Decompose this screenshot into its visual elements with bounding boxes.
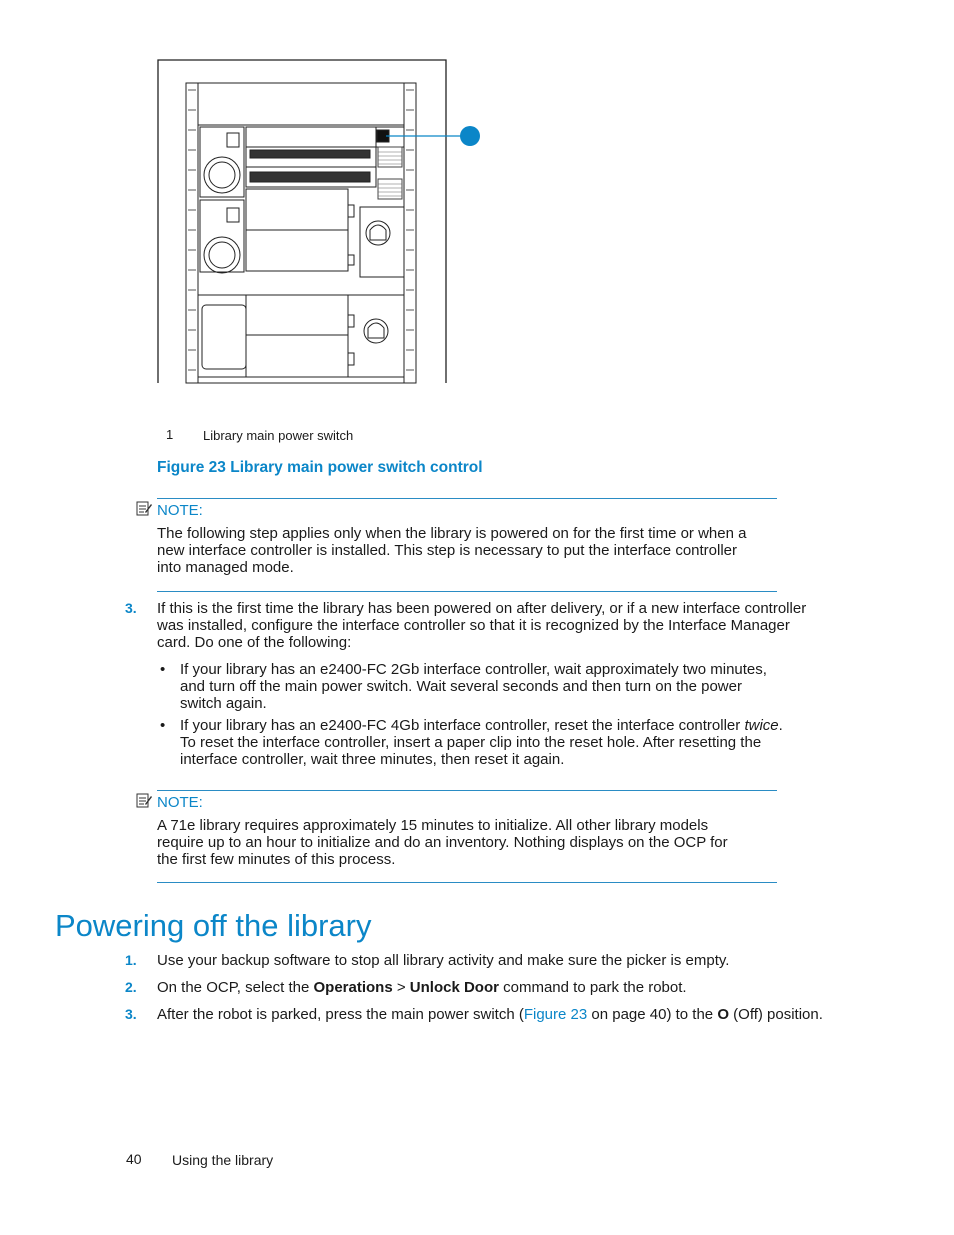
note1-body [157, 525, 777, 576]
bullet-item [180, 717, 820, 768]
note2-line: A 71e library requires approximately 15 minutes to initialize. All other library models [157, 817, 709, 834]
menu-unlock-door: Unlock Door [409, 979, 499, 996]
step3-line: card. Do one of the following: [157, 634, 352, 651]
note1-line: The following step applies only when the library is powered on for the first time or when a [157, 525, 747, 542]
bullet-mark: • [160, 661, 166, 678]
step-text-part: on page 40) to the [587, 1006, 718, 1023]
figure-caption [157, 459, 483, 477]
callout-number: 1 [166, 427, 174, 442]
bullet-text: . [778, 717, 783, 734]
note1-top-rule [157, 498, 777, 499]
bullet-line: To reset the interface controller, insert a paper clip into the reset hole. After resetting the [180, 734, 762, 751]
step-text-part: > [392, 979, 410, 996]
step-text [157, 1006, 823, 1023]
note-icon [136, 792, 153, 809]
step-text-part: On the OCP, select the [157, 979, 314, 996]
note2-line: require up to an hour to initialize and do an inventory. Nothing displays on the OCP for [157, 834, 728, 851]
emphasis-text: twice [744, 717, 779, 734]
step3-body [157, 600, 847, 651]
callout-label: Library main power switch [203, 428, 354, 443]
menu-operations: Operations [313, 979, 393, 996]
section-title: Powering off the library [55, 908, 372, 943]
bullet-item [180, 661, 820, 712]
library-illustration [150, 55, 490, 390]
figure-link[interactable]: Figure 23 [523, 1006, 588, 1023]
step-number: 3. [125, 600, 137, 616]
note2-bottom-rule [157, 882, 777, 883]
step-text-part: After the robot is parked, press the main power switch ( [157, 1006, 524, 1023]
note2-top-rule [157, 790, 777, 791]
figure-caption-title: Library main power switch control [230, 459, 483, 476]
callout-marker-icon [460, 126, 480, 146]
step-number: 2. [125, 979, 137, 995]
step3-line: was installed, configure the interface controller so that it is recognized by the Interface Manager [157, 617, 790, 634]
note1-heading: NOTE: [157, 502, 203, 519]
bullet-text: If your library has an e2400-FC 4Gb interface controller, reset the interface controller [180, 717, 745, 734]
bullet-line-first [180, 717, 820, 734]
step-number: 1. [125, 952, 137, 968]
step-number: 3. [125, 1006, 137, 1022]
bullet-mark: • [160, 717, 166, 734]
page-number: 40 [126, 1151, 142, 1167]
note1-line: into managed mode. [157, 559, 294, 576]
note2-body [157, 817, 777, 868]
note2-heading: NOTE: [157, 794, 203, 811]
note1-bottom-rule [157, 591, 777, 592]
bullet-line: and turn off the main power switch. Wait several seconds and then turn on the power [180, 678, 742, 695]
bullet-line: interface controller, wait three minutes, then reset it again. [180, 751, 565, 768]
off-symbol: O [717, 1006, 729, 1023]
step-text: Use your backup software to stop all library activity and make sure the picker is empty. [157, 952, 730, 969]
figure-caption-prefix: Figure 23 [157, 459, 226, 476]
step-text [157, 979, 687, 996]
step3-line: If this is the first time the library has been powered on after delivery, or if a new interface controller [157, 600, 807, 617]
figure-23 [150, 55, 490, 390]
step-text-part: command to park the robot. [498, 979, 687, 996]
note1-line: new interface controller is installed. This step is necessary to put the interface controller [157, 542, 738, 559]
step-text-part: (Off) position. [728, 1006, 823, 1023]
bullet-line: If your library has an e2400-FC 2Gb interface controller, wait approximately two minutes, [180, 661, 767, 678]
note-icon [136, 500, 153, 517]
note2-line: the first few minutes of this process. [157, 851, 396, 868]
bullet-line: switch again. [180, 695, 267, 712]
footer-section: Using the library [172, 1152, 274, 1168]
